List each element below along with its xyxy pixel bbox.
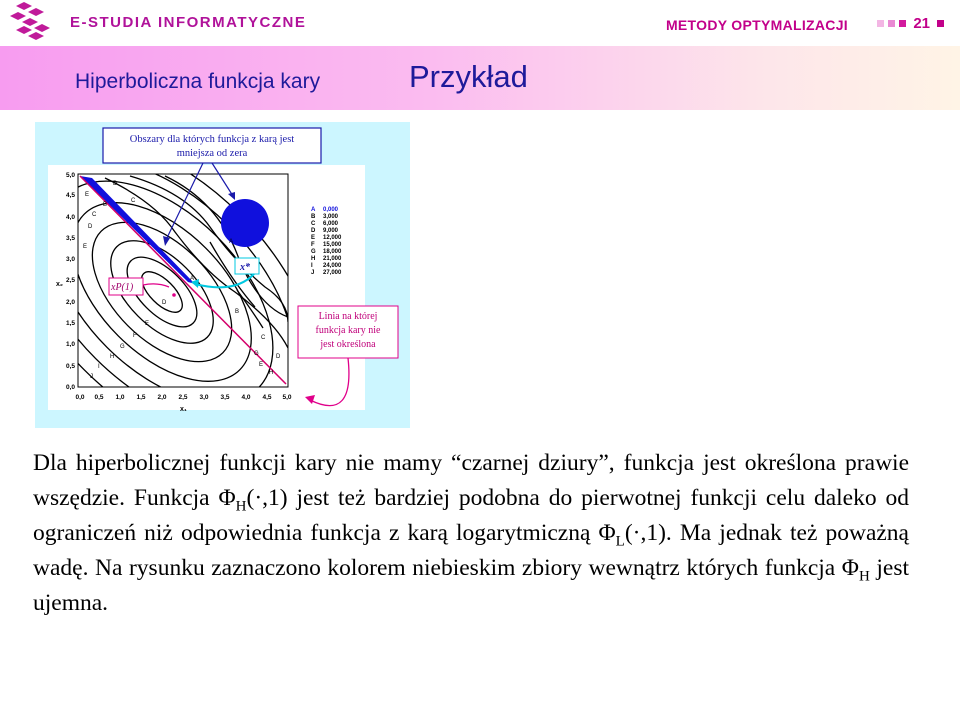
x-tick-label: 4,0 <box>241 394 251 401</box>
logo-icon <box>6 2 54 42</box>
y-tick-label: 3,0 <box>65 256 75 263</box>
x-tick-label: 2,5 <box>178 394 188 401</box>
legend-key: E <box>311 235 316 241</box>
contour-letter: A <box>229 239 234 245</box>
y-tick-label: 5,0 <box>65 172 75 179</box>
x-tick-label: 3,5 <box>220 394 230 401</box>
contour-letter: D <box>113 181 118 187</box>
body-text: jest ujemna. <box>33 555 910 616</box>
contour-letter: J <box>90 374 93 380</box>
x-tick-label: 0,5 <box>94 394 104 401</box>
x-tick-label: 5,0 <box>282 394 292 401</box>
y-tick-label: 0,0 <box>65 384 75 391</box>
slide-title: Hiperboliczna funkcja kary <box>75 70 321 93</box>
legend-value: 3,000 <box>323 214 339 220</box>
contour-letter: A <box>190 276 195 282</box>
callout-right-line: funkcja kary nie <box>315 325 381 336</box>
callout-right-line: Linia na której <box>318 311 378 322</box>
y-tick-label: 2,5 <box>65 277 75 284</box>
y-tick-label: 1,0 <box>65 341 75 348</box>
contour-letter: C <box>131 198 136 204</box>
legend-key: I <box>311 263 313 269</box>
y-tick-label: 0,5 <box>65 363 75 370</box>
x-tick-label: 1,5 <box>136 394 146 401</box>
y-tick-label: 4,0 <box>65 214 75 221</box>
page-number: 21 <box>913 15 930 32</box>
body-paragraph <box>33 446 909 621</box>
y-tick-label: 3,5 <box>65 235 75 242</box>
contour-letter: H <box>110 354 115 360</box>
contour-letter: H <box>269 370 274 376</box>
callout-right-line: jest określona <box>320 339 376 350</box>
page-square-icon <box>888 20 895 27</box>
xp-label: xP(1) <box>111 282 134 293</box>
slide-subtitle: Przykład <box>409 59 528 94</box>
contour-letter: D <box>276 354 281 360</box>
contour-letter: E <box>83 244 88 250</box>
x-tick-label: 1,0 <box>115 394 125 401</box>
legend-key: J <box>311 270 315 276</box>
legend-value: 9,000 <box>323 228 339 234</box>
brand-name: E-STUDIA INFORMATYCZNE <box>70 14 307 31</box>
legend-value: 0,000 <box>323 207 339 213</box>
contour-figure <box>35 122 410 428</box>
contour-letter: F <box>133 333 137 339</box>
plot-panel <box>48 165 365 410</box>
page-square-icon <box>937 20 944 27</box>
page-square-icon <box>899 20 906 27</box>
x-tick-label: 4,5 <box>262 394 272 401</box>
contour-letter: B <box>235 309 240 315</box>
xstar-label: x* <box>240 262 250 273</box>
page-indicator <box>877 15 944 32</box>
contour-letter: D <box>88 224 93 230</box>
y-tick-label: 2,0 <box>65 299 75 306</box>
subscript: H <box>858 568 870 585</box>
legend-key: F <box>311 242 315 248</box>
legend-value: 18,000 <box>323 249 342 255</box>
contour-letter: C <box>261 335 266 341</box>
subscript: H <box>235 498 247 515</box>
body-text: (·,1) jest też bardziej podobna do pierwotnej funkcji celu daleko od ograniczeń niż odpowiednia funkcja z karą logarytmiczną Φ <box>33 485 909 546</box>
callout-top-line: Obszary dla których funkcja z karą jest <box>129 134 295 145</box>
contour-letter: E <box>145 321 150 327</box>
legend-key: D <box>311 228 316 234</box>
contour-letter: G <box>120 344 125 350</box>
y-tick-label: 4,5 <box>65 192 75 199</box>
x-tick-label: 0,0 <box>75 394 85 401</box>
x-tick-label: 2,0 <box>157 394 167 401</box>
callout-right-text <box>316 311 382 350</box>
page-square-icon <box>877 20 884 27</box>
legend-key: G <box>311 249 316 255</box>
legend-value: 15,000 <box>323 242 342 248</box>
legend-value: 27,000 <box>323 270 342 276</box>
legend-key: A <box>311 207 316 213</box>
contour-letter: C <box>92 212 97 218</box>
xp-point <box>172 293 176 297</box>
legend-value: 6,000 <box>323 221 339 227</box>
contour-letter: B <box>103 202 108 208</box>
contour-letter: E <box>259 362 264 368</box>
y-tick-label: 1,5 <box>65 320 75 327</box>
contour-letter: D <box>162 300 167 306</box>
legend-key: C <box>311 221 316 227</box>
callout-top-line: mniejsza od zera <box>176 148 248 159</box>
contour-letter: E <box>85 192 90 198</box>
legend-key: H <box>311 256 316 262</box>
x-tick-label: 3,0 <box>199 394 209 401</box>
legend-value: 12,000 <box>323 235 342 241</box>
course-title: METODY OPTYMALIZACJI <box>665 17 848 33</box>
y-axis-label: x₂ <box>56 281 64 288</box>
contour-plot <box>35 122 410 428</box>
legend-value: 21,000 <box>323 256 342 262</box>
body-text: Dla hiperbolicznej funkcji kary nie mamy “czarnej dziury”, funkcja jest określona prawie wszędzie. Funkcja Φ <box>33 450 909 511</box>
contour-letter: I <box>98 364 100 370</box>
legend-value: 24,000 <box>323 263 342 269</box>
contour-letter: G <box>254 351 259 357</box>
x-axis-label: x₁ <box>180 406 187 413</box>
body-text: (·,1). Ma jednak też poważną wadę. Na rysunku zaznaczono kolorem niebieskim zbiory wewnątrz których funkcja Φ <box>33 520 909 581</box>
subscript: L <box>615 533 625 550</box>
legend-key: B <box>311 214 316 220</box>
